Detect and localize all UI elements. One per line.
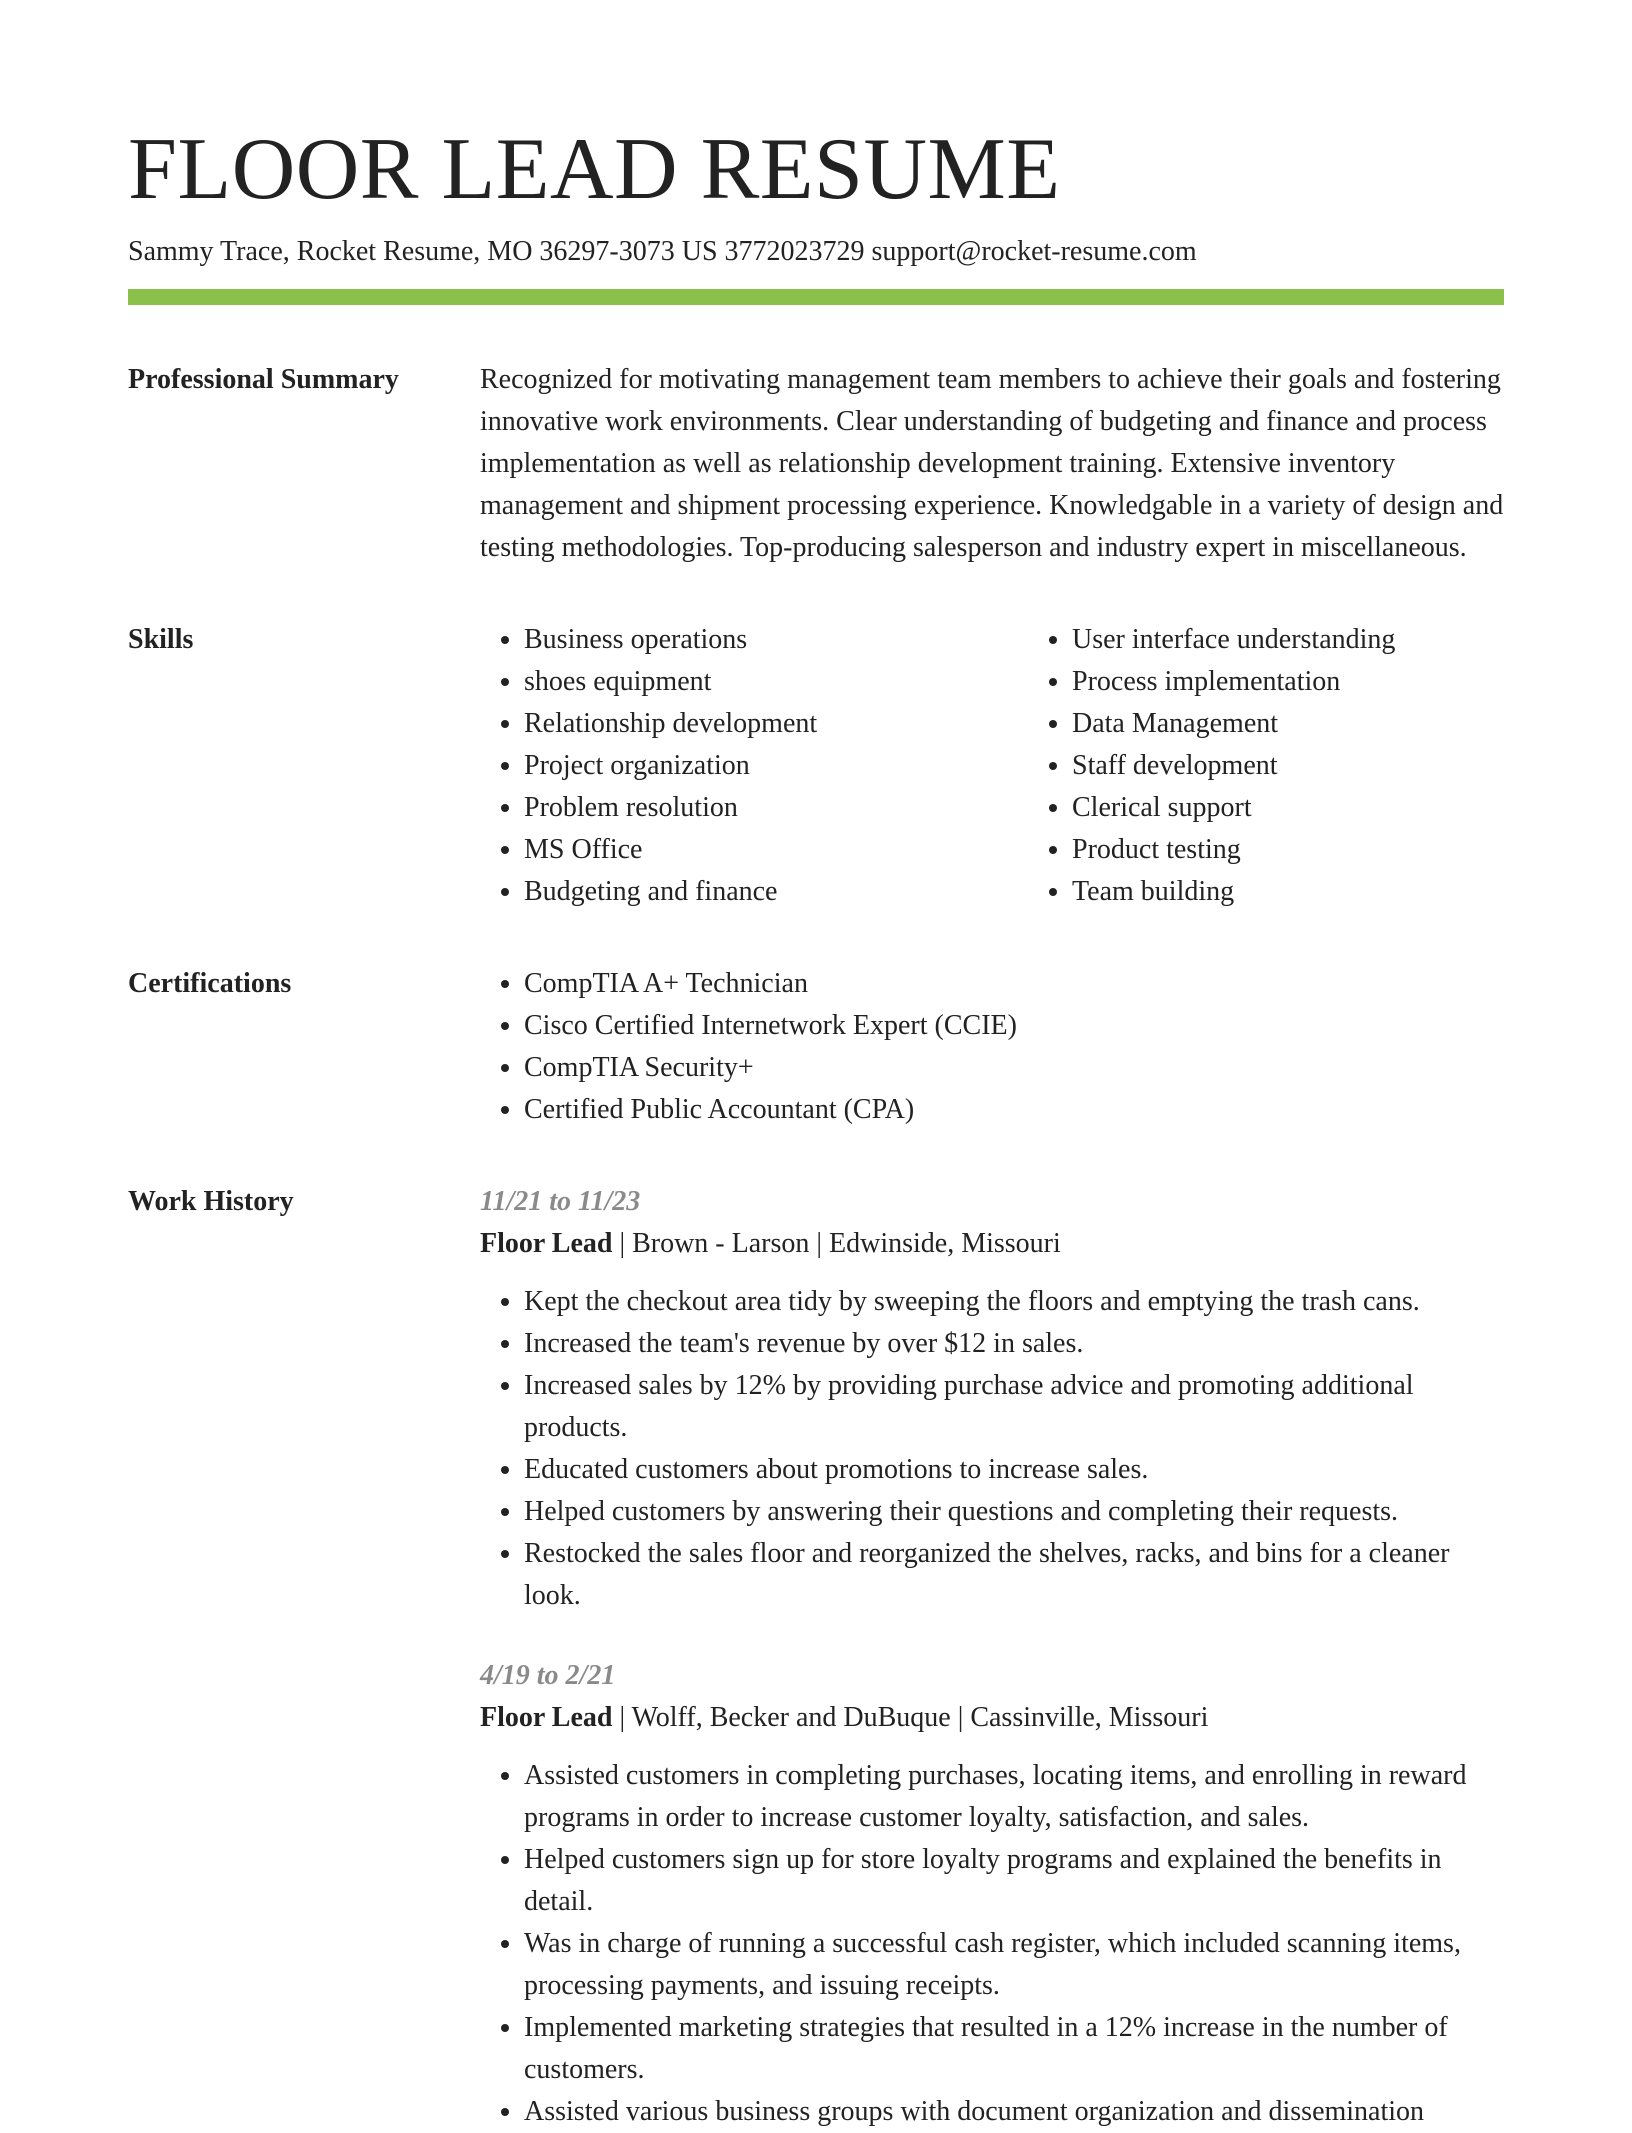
- job-entry: [480, 1181, 1504, 1617]
- job-title: Floor Lead: [480, 1228, 613, 1259]
- list-item: • Clerical support: [1072, 787, 1576, 829]
- summary-text: Recognized for motivating management team members to achieve their goals and fostering innovative work environments. Clear understanding of budgeting and finance and process implementation as well as relationship development training. Extensive inventory management and shipment processing experience. Knowledgable in a variety of design and testing methodologies. Top-producing salesperson and industry expert in miscellaneous.: [480, 364, 1504, 563]
- certifications-section: [128, 963, 1504, 1131]
- job-dates: 4/19 to 2/21: [480, 1660, 616, 1691]
- list-item: • User interface understanding: [1072, 619, 1576, 661]
- list-item: • Team building: [1072, 871, 1576, 913]
- jobs-list: [480, 1181, 1504, 2133]
- list-item: • Data Management: [1072, 703, 1576, 745]
- job-entry: [480, 1655, 1504, 2133]
- list-item: • Relationship development: [524, 703, 1028, 745]
- skills-list-left: [480, 619, 1028, 913]
- list-item: • Project organization: [524, 745, 1028, 787]
- section-label: Certifications: [128, 968, 292, 999]
- job-bullets: [480, 1755, 1504, 2133]
- accent-divider: [128, 289, 1504, 305]
- job-employer-location: | Wolff, Becker and DuBuque | Cassinville, Missouri: [612, 1702, 1209, 1733]
- list-item: • CompTIA A+ Technician: [524, 963, 1504, 1005]
- list-item: • Increased sales by 12% by providing purchase advice and promoting additional products.: [524, 1365, 1504, 1449]
- list-item: • Product testing: [1072, 829, 1576, 871]
- list-item: • Staff development: [1072, 745, 1576, 787]
- list-item: • shoes equipment: [524, 661, 1028, 703]
- section-label: Skills: [128, 624, 194, 655]
- list-item: • Budgeting and finance: [524, 871, 1028, 913]
- list-item: • Business operations: [524, 619, 1028, 661]
- list-item: • Problem resolution: [524, 787, 1028, 829]
- section-label: Work History: [128, 1186, 294, 1217]
- list-item: • Helped customers by answering their questions and completing their requests.: [524, 1491, 1504, 1533]
- list-item: • Educated customers about promotions to increase sales.: [524, 1449, 1504, 1491]
- list-item: • Was in charge of running a successful cash register, which included scanning items, processing payments, and issuing receipts.: [524, 1923, 1504, 2007]
- list-item: • Assisted various business groups with document organization and dissemination: [524, 2091, 1504, 2133]
- list-item: • Kept the checkout area tidy by sweeping the floors and emptying the trash cans.: [524, 1281, 1504, 1323]
- list-item: • Assisted customers in completing purchases, locating items, and enrolling in reward programs in order to increase customer loyalty, satisfaction, and sales.: [524, 1755, 1504, 1839]
- job-heading: [480, 1223, 1504, 1265]
- skills-list-right: [1028, 619, 1576, 913]
- skills-section: [128, 619, 1504, 913]
- list-item: • Cisco Certified Internetwork Expert (CCIE): [524, 1005, 1504, 1047]
- list-item: • Process implementation: [1072, 661, 1576, 703]
- section-label: Professional Summary: [128, 364, 399, 395]
- job-dates: 11/21 to 11/23: [480, 1186, 641, 1217]
- job-bullets: [480, 1281, 1504, 1617]
- job-heading: [480, 1697, 1504, 1739]
- summary-section: [128, 359, 1504, 569]
- contact-line: Sammy Trace, Rocket Resume, MO 36297-3073 US 3772023729 support@rocket-resume.com: [128, 236, 1197, 267]
- certifications-list: [480, 963, 1504, 1131]
- list-item: • Implemented marketing strategies that resulted in a 12% increase in the number of customers.: [524, 2007, 1504, 2091]
- job-title: Floor Lead: [480, 1702, 613, 1733]
- work-history-section: [128, 1181, 1504, 2133]
- list-item: • MS Office: [524, 829, 1028, 871]
- list-item: • CompTIA Security+: [524, 1047, 1504, 1089]
- job-employer-location: | Brown - Larson | Edwinside, Missouri: [612, 1228, 1061, 1259]
- page-title: FLOOR LEAD RESUME: [128, 121, 1061, 218]
- resume-page: [128, 0, 1504, 2133]
- list-item: • Certified Public Accountant (CPA): [524, 1089, 1504, 1131]
- list-item: • Helped customers sign up for store loyalty programs and explained the benefits in detail.: [524, 1839, 1504, 1923]
- list-item: • Restocked the sales floor and reorganized the shelves, racks, and bins for a cleaner look.: [524, 1533, 1504, 1617]
- list-item: • Increased the team's revenue by over $12 in sales.: [524, 1323, 1504, 1365]
